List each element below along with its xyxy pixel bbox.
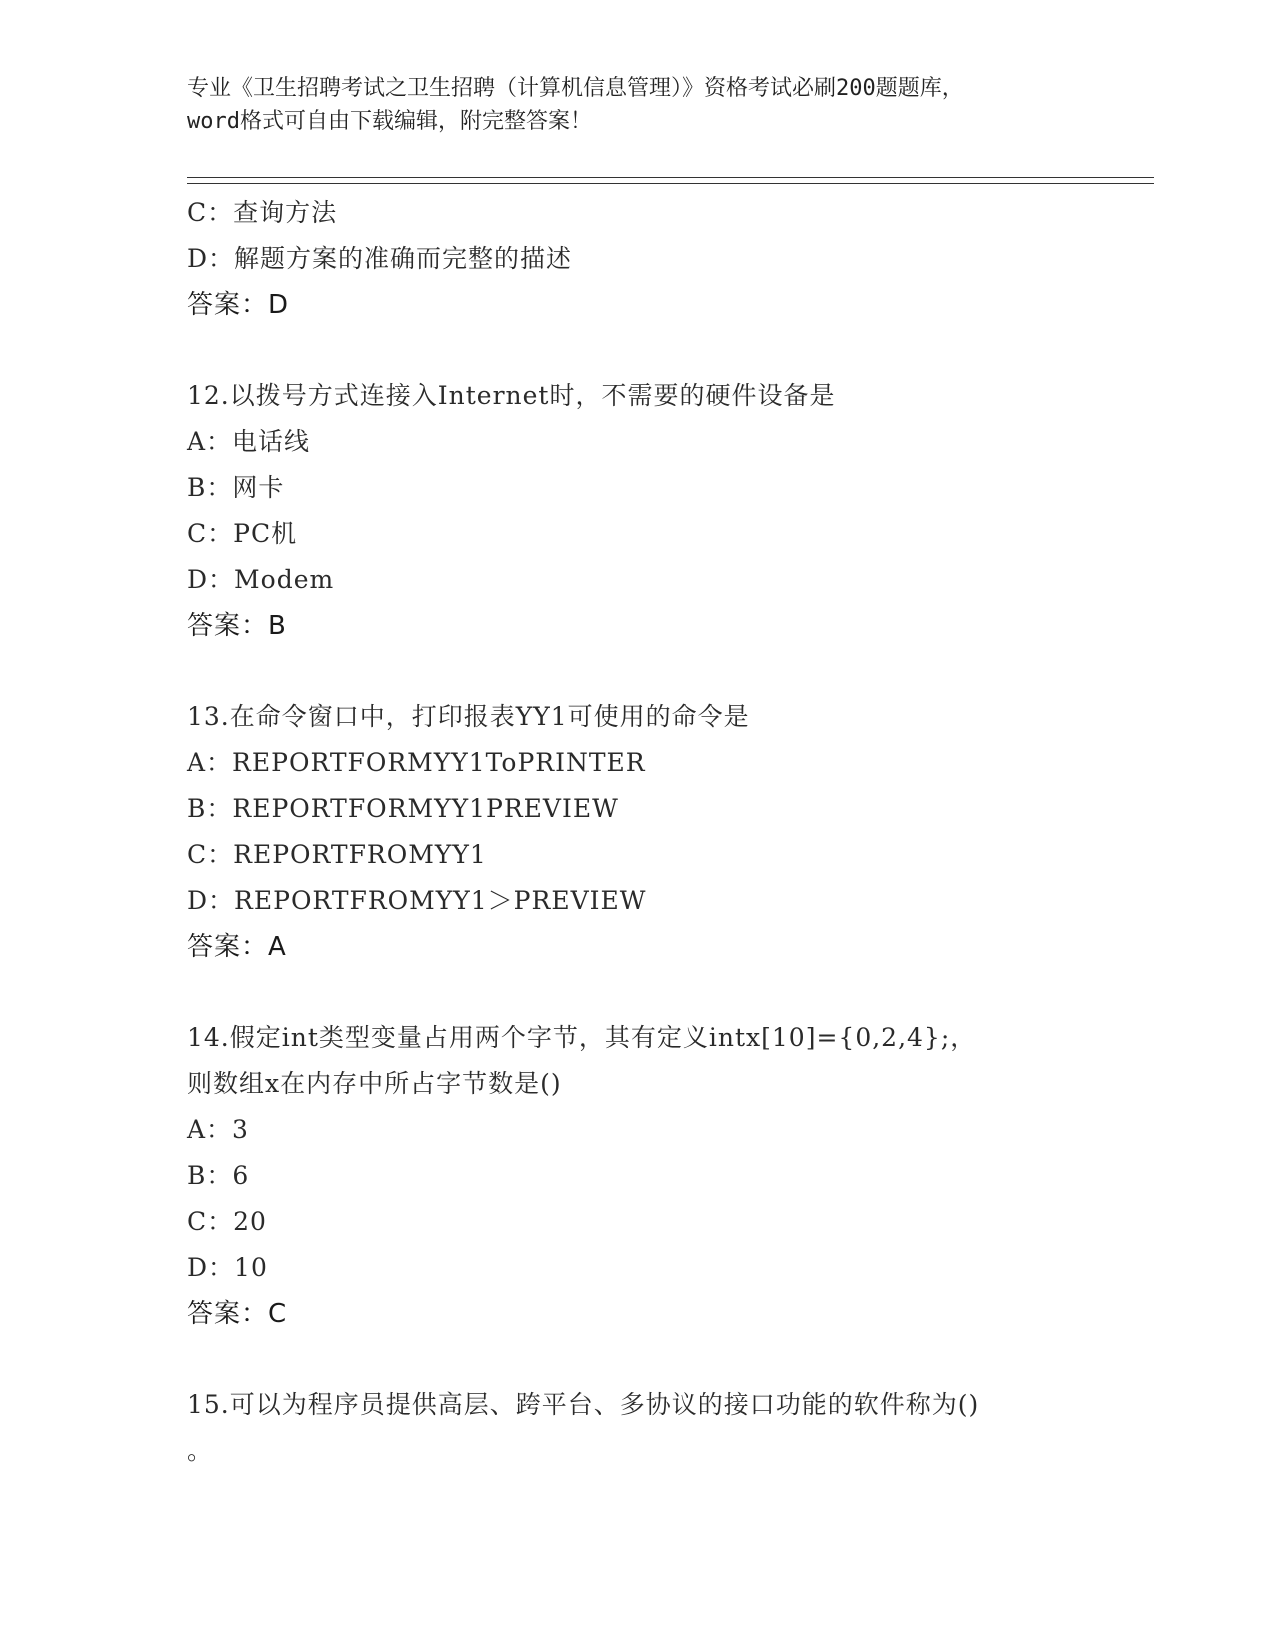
question-list: [187, 190, 1087, 1474]
header-divider-bottom: [187, 183, 1154, 184]
option-b: B：REPORTFORMYY1PREVIEW: [187, 794, 619, 823]
option-c: C：PC机: [187, 519, 298, 548]
question-block-12: [187, 373, 1087, 649]
option-c: C：查询方法: [187, 198, 338, 227]
option-a: A：电话线: [187, 427, 311, 456]
option-a: A：3: [187, 1115, 249, 1144]
option-d: D：REPORTFROMYY1＞PREVIEW: [187, 886, 647, 915]
spacer: [187, 649, 1087, 694]
spacer: [187, 1337, 1087, 1382]
option-d: D：解题方案的准确而完整的描述: [187, 244, 573, 273]
question-block-13: [187, 694, 1087, 970]
option-c: C：20: [187, 1207, 267, 1236]
answer-line: 答案：A: [187, 932, 287, 962]
option-a: A：REPORTFORMYY1ToPRINTER: [187, 748, 646, 777]
answer-line: 答案：C: [187, 1299, 288, 1329]
option-d: D：Modem: [187, 565, 335, 594]
header-line-1: 专业《卫生招聘考试之卫生招聘（计算机信息管理）》资格考试必刷200题题库，: [187, 76, 964, 101]
question-text-line-2: 则数组x在内存中所占字节数是(): [187, 1069, 562, 1098]
question-block-11: [187, 190, 1087, 328]
question-block-15: [187, 1382, 1087, 1474]
question-text-line-1: 15.可以为程序员提供高层、跨平台、多协议的接口功能的软件称为(): [187, 1390, 980, 1419]
question-text: 13.在命令窗口中，打印报表YY1可使用的命令是: [187, 702, 750, 731]
header-line-2: word格式可自由下载编辑，附完整答案！: [187, 109, 592, 134]
spacer: [187, 328, 1087, 373]
document-header: [187, 72, 1087, 138]
question-block-14: [187, 1015, 1087, 1337]
option-c: C：REPORTFROMYY1: [187, 840, 487, 869]
question-text-line-2: 。: [187, 1436, 214, 1465]
answer-line: 答案：B: [187, 611, 287, 641]
question-text: 12.以拨号方式连接入Internet时，不需要的硬件设备是: [187, 381, 836, 410]
question-text-line-1: 14.假定int类型变量占用两个字节，其有定义intx[10]={0,2,4};，: [187, 1023, 977, 1052]
option-b: B：6: [187, 1161, 250, 1190]
answer-line: 答案：D: [187, 290, 290, 320]
header-divider-top: [187, 177, 1154, 178]
option-d: D：10: [187, 1253, 268, 1282]
option-b: B：网卡: [187, 473, 285, 502]
spacer: [187, 970, 1087, 1015]
